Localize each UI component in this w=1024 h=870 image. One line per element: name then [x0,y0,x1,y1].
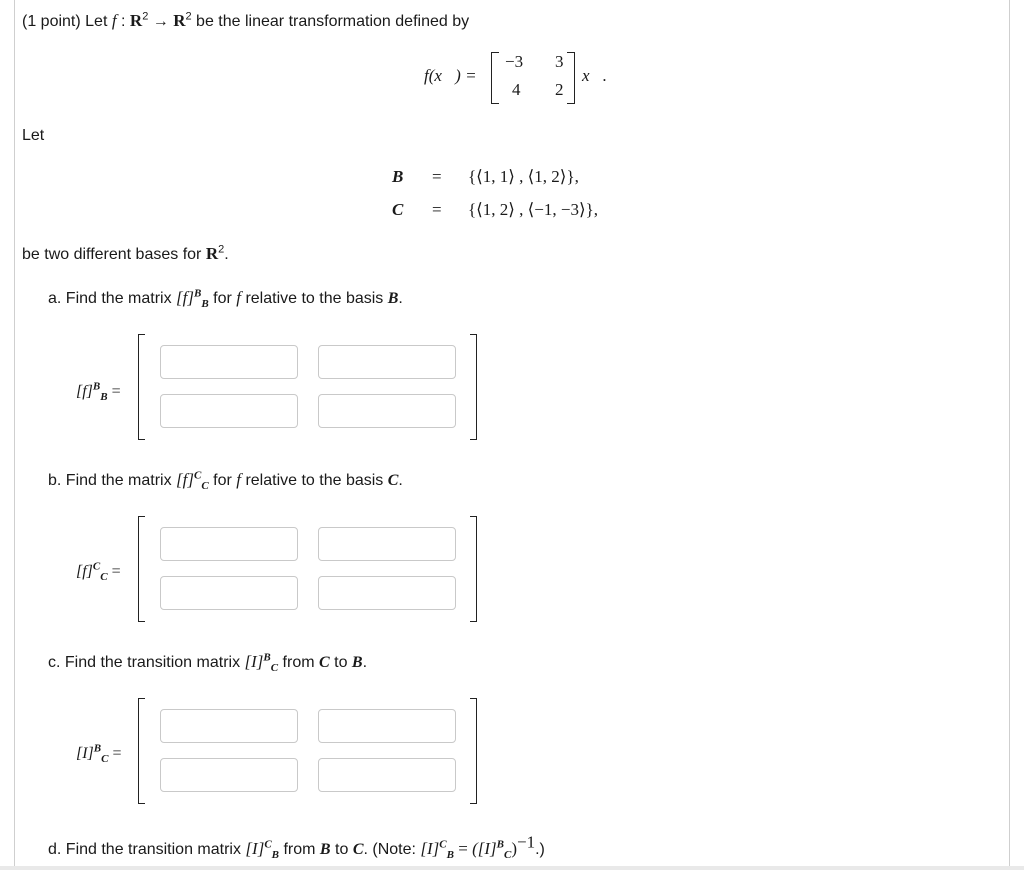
part-a-answer-sub: B [100,391,108,404]
part-a-suffix: relative to the basis [241,290,388,307]
part-c-answer-sub: C [101,753,109,766]
part-c-answer-11[interactable] [160,709,298,743]
basis-c-value: {⟨1, 2⟩ , ⟨−1, −3⟩}, [468,200,599,219]
part-b-sup: C [194,469,202,482]
intro-arrow: → [148,13,174,30]
part-a-answer-12[interactable] [318,345,456,379]
part-d-note-rhs-close: ) [511,839,517,858]
part-d-middle: from [279,841,320,858]
part-a-answer-21[interactable] [160,394,298,428]
part-d-note-rhs: ([I] [472,839,497,858]
part-d-to-word: to [330,841,353,858]
part-b-suffix: relative to the basis [241,472,388,489]
intro-suffix: be the linear transformation defined by [191,13,470,30]
part-a-answer-name: [f] [76,383,93,400]
part-b-sub: C [201,480,209,493]
part-c-sup: B [263,651,271,664]
fx-label: f(x⃗) = [424,66,477,85]
part-a-middle: for [208,290,237,307]
part-b-answer-21[interactable] [160,576,298,610]
part-a-answer-sup: B [92,380,101,393]
part-a-answer-eq: = [111,383,121,400]
part-d-note-eq: = [453,839,473,858]
part-c-answer-eq: = [112,745,122,762]
part-a-answer-22[interactable] [318,394,456,428]
part-c-sub: C [270,662,279,675]
basis-b-equals: = [432,167,442,186]
part-a-question [48,287,403,311]
two-bases-sentence [22,244,229,264]
part-a-sup: B [194,287,202,300]
part-c-right-bracket [470,698,477,804]
part-c-answer-name: [I] [76,745,94,762]
part-b-right-bracket [470,516,477,622]
part-d-note-open: . (Note: [363,841,421,858]
two-bases-r: R [205,244,219,263]
part-a-sub: B [201,298,209,311]
part-a-answer-11[interactable] [160,345,298,379]
basis-b-value: {⟨1, 1⟩ , ⟨1, 2⟩}, [468,167,579,186]
basis-c-equals: = [432,200,442,219]
part-d-matrix-name: [I] [245,839,265,858]
intro-exp2: 2 [185,10,192,23]
frame-bottom-border [0,866,1024,870]
matrix-cell-21: 4 [512,80,521,99]
matrix-cell-11: −3 [505,52,524,71]
part-c-from: C [319,654,330,671]
part-d-to: C [352,841,364,858]
part-d-note-lhs-sup: C [439,838,447,851]
intro-domain: R [129,11,143,30]
part-d-question [48,832,545,862]
part-c-answer-label [76,742,122,766]
part-d-note-rhs-sup: B [496,838,504,851]
matrix-cell-12: 3 [555,52,564,71]
part-c-answer-12[interactable] [318,709,456,743]
part-c-answer-22[interactable] [318,758,456,792]
part-d-note-rhs-sub: C [503,849,512,862]
part-d-note-exp: −1 [517,832,536,852]
part-b-answer-22[interactable] [318,576,456,610]
part-b-answer-sub: C [100,571,108,584]
part-d-sub: B [271,849,280,862]
intro-exp1: 2 [142,10,149,23]
part-a-answer-label [76,380,121,404]
two-bases-exp: 2 [218,243,225,256]
part-b-basis: C [387,472,399,489]
part-b-prefix: b. Find the matrix [48,472,177,489]
frame-right-border [1009,0,1010,870]
part-b-left-bracket [138,516,145,622]
part-a-prefix: a. Find the matrix [48,290,177,307]
part-d-note-lhs: [I] [420,839,440,858]
part-a-left-bracket [138,334,145,440]
part-a-matrix-name: [f] [176,288,195,307]
intro-func: f [111,11,117,30]
part-c-to: B [351,654,363,671]
matrix-left-bracket [491,52,499,104]
part-b-question [48,469,403,493]
part-a-func: f [236,288,241,307]
matrix-right-bracket [567,52,575,104]
part-d-sup: C [264,838,272,851]
two-bases-prefix: be two different bases for [22,246,206,263]
fx-tail: x⃗. [582,66,608,85]
part-d-note-lhs-sub: B [446,849,454,862]
part-b-matrix-name: [f] [176,470,195,489]
part-b-answer-label [76,560,121,584]
part-a-right-bracket [470,334,477,440]
basis-c-symbol: C [392,200,404,219]
part-a-end: . [398,290,403,307]
intro-prefix: (1 point) Let [22,13,112,30]
intro-codomain: R [173,11,186,30]
two-bases-suffix: . [224,246,229,263]
problem-intro [22,11,469,31]
part-d-note-close: .) [535,841,545,858]
part-a-basis: B [387,290,399,307]
part-c-prefix: c. Find the transition matrix [48,654,245,671]
part-b-middle: for [208,472,237,489]
basis-b-symbol: B [392,167,404,186]
part-c-answer-sup: B [93,742,102,755]
part-b-func: f [236,470,241,489]
part-c-matrix-name: [I] [244,652,264,671]
part-c-to-word: to [329,654,352,671]
part-c-question [48,651,368,675]
part-b-answer-eq: = [111,563,121,580]
matrix-cell-22: 2 [555,80,564,99]
part-c-middle: from [278,654,319,671]
part-b-answer-name: [f] [76,563,93,580]
part-c-answer-21[interactable] [160,758,298,792]
intro-colon: : [116,13,130,30]
part-b-end: . [398,472,403,489]
part-b-answer-12[interactable] [318,527,456,561]
part-d-from: B [319,841,331,858]
part-b-answer-11[interactable] [160,527,298,561]
part-c-end: . [362,654,368,671]
part-b-answer-sup: C [92,560,101,573]
part-c-left-bracket [138,698,145,804]
part-d-prefix: d. Find the transition matrix [48,841,246,858]
let-label: Let [22,127,45,144]
frame-left-border [14,0,15,870]
